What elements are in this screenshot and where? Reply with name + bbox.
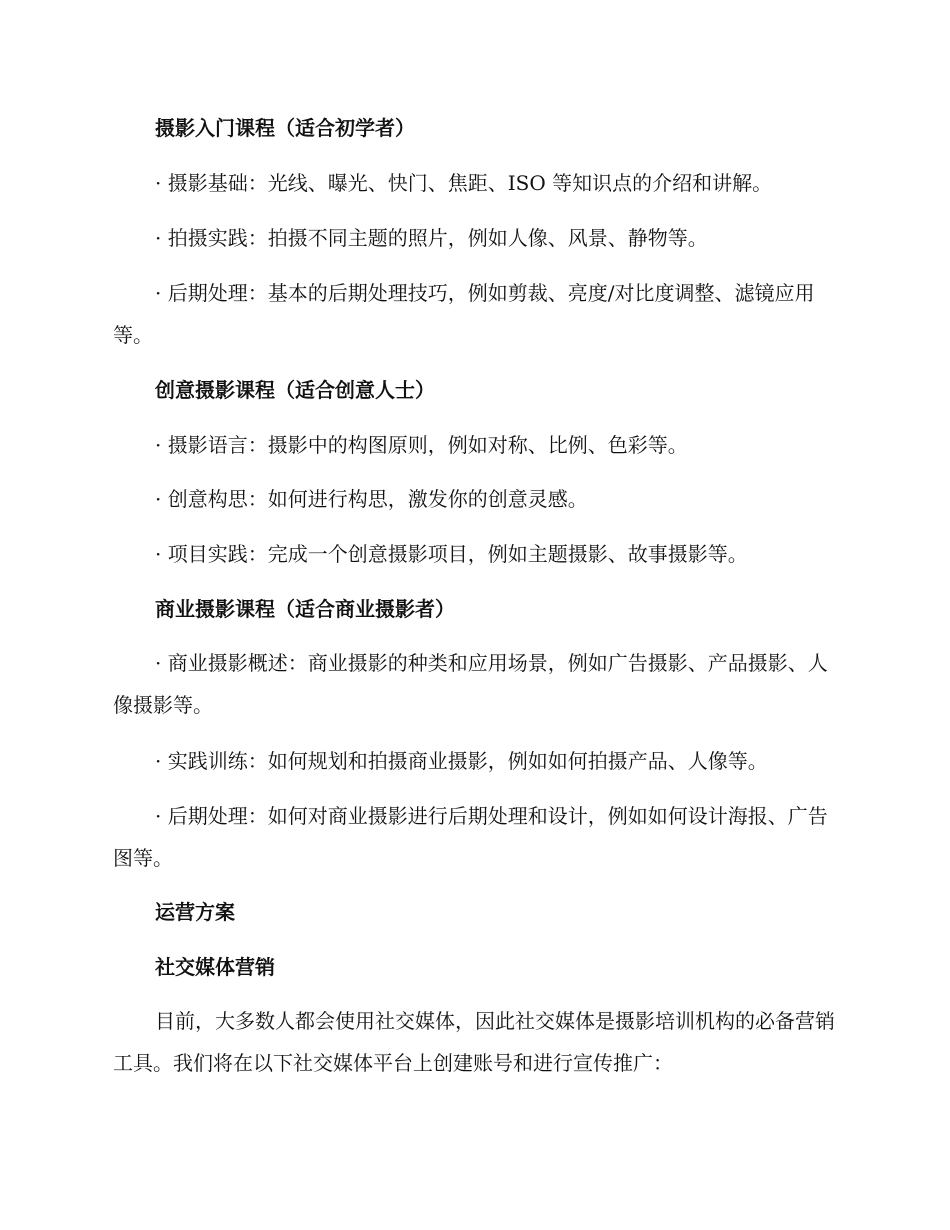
section-heading-intro-course: 摄影入门课程（适合初学者） xyxy=(155,116,415,140)
list-item-commercial-overview: · 商业摄影概述：商业摄影的种类和应用场景，例如广告摄影、产品摄影、人像摄影等。 xyxy=(113,651,828,717)
subheading-social-media-marketing: 社交媒体营销 xyxy=(155,955,275,979)
section-heading-operations: 运营方案 xyxy=(155,900,235,924)
list-item-photo-basics: · 摄影基础：光线、曝光、快门、焦距、ISO 等知识点的介绍和讲解。 xyxy=(155,171,773,195)
paragraph-social-media: 目前，大多数人都会使用社交媒体，因此社交媒体是摄影培训机构的必备营销工具。我们将在以下社交媒体平台上创建账号和进行宣传推广： xyxy=(113,1009,835,1075)
list-item-post-processing-basic: · 后期处理：基本的后期处理技巧，例如剪裁、亮度/对比度调整、滤镜应用等。 xyxy=(113,281,815,347)
section-heading-creative-course: 创意摄影课程（适合创意人士） xyxy=(155,378,435,402)
list-item-practice-training: · 实践训练：如何规划和拍摄商业摄影，例如如何拍摄产品、人像等。 xyxy=(155,749,768,773)
list-item-shooting-practice: · 拍摄实践：拍摄不同主题的照片，例如人像、风景、静物等。 xyxy=(155,226,708,250)
list-item-project-practice: · 项目实践：完成一个创意摄影项目，例如主题摄影、故事摄影等。 xyxy=(155,542,748,566)
list-item-creative-ideas: · 创意构思：如何进行构思，激发你的创意灵感。 xyxy=(155,487,588,511)
section-heading-commercial-course: 商业摄影课程（适合商业摄影者） xyxy=(155,597,455,621)
list-item-post-processing-commercial: · 后期处理：如何对商业摄影进行后期处理和设计，例如如何设计海报、广告图等。 xyxy=(113,804,828,870)
list-item-photo-language: · 摄影语言：摄影中的构图原则，例如对称、比例、色彩等。 xyxy=(155,433,688,457)
